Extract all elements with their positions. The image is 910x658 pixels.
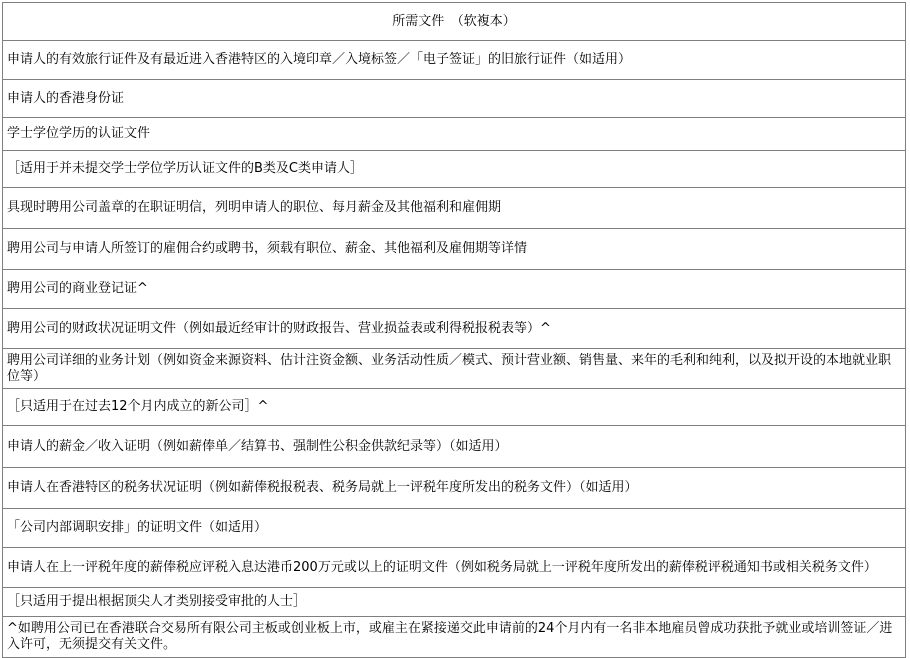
table-row xyxy=(3,270,906,309)
required-documents-table xyxy=(2,2,906,658)
table-row xyxy=(3,588,906,617)
table-row xyxy=(3,80,906,118)
doc-top-talent-income-proof: 申请人在上一评税年度的薪俸税应评税入息达港币200万元或以上的证明文件（例如税务局就上一评税年度所发出的薪俸税评税通知书或相关税务文件） xyxy=(3,548,906,588)
doc-top-talent-note: ［只适用于提出根据顶尖人才类别接受审批的人士］ xyxy=(3,588,906,617)
table-row xyxy=(3,349,906,389)
table-header-row xyxy=(3,3,906,41)
table-row xyxy=(3,617,906,658)
footnote: ^如聘用公司已在香港联合交易所有限公司主板或创业板上市，或雇主在紧接递交此申请前的24个月内有一名非本地雇员曾成功获批予就业或培训签证／进入许可，无须提交有关文件。 xyxy=(3,617,906,658)
doc-degree-verification-note: ［适用于并未提交学士学位学历认证文件的B类及C类申请人］ xyxy=(3,151,906,188)
doc-employment-contract: 聘用公司与申请人所签订的雇佣合约或聘书，须载有职位、薪金、其他福利及雇佣期等详情 xyxy=(3,229,906,270)
doc-employment-certificate: 具现时聘用公司盖章的在职证明信，列明申请人的职位、每月薪金及其他福利和雇佣期 xyxy=(3,188,906,229)
doc-business-plan: 聘用公司详细的业务计划（例如资金来源资料、估计注资金额、业务活动性质／模式、预计营业额、销售量、来年的毛利和纯利，以及拟开设的本地就业职位等） xyxy=(3,349,906,389)
table-row xyxy=(3,229,906,270)
doc-tax-status: 申请人在香港特区的税务状况证明（例如薪俸税报税表、税务局就上一评税年度所发出的税务文件）（如适用） xyxy=(3,468,906,509)
table-row xyxy=(3,188,906,229)
table-row xyxy=(3,389,906,426)
doc-business-registration: 聘用公司的商业登记证^ xyxy=(3,270,906,309)
doc-financial-status: 聘用公司的财政状况证明文件（例如最近经审计的财政报告、营业损益表或利得税报税表等）^ xyxy=(3,309,906,349)
doc-business-plan-note: ［只适用于在过去12个月内成立的新公司］^ xyxy=(3,389,906,426)
table-row xyxy=(3,426,906,468)
table-header: 所需文件 （软複本） xyxy=(3,3,906,41)
table-row xyxy=(3,309,906,349)
doc-salary-proof: 申请人的薪金／收入证明（例如薪俸单／结算书、强制性公积金供款纪录等）（如适用） xyxy=(3,426,906,468)
doc-internal-transfer: 「公司内部调职安排」的证明文件（如适用） xyxy=(3,509,906,548)
table-row xyxy=(3,468,906,509)
table-row xyxy=(3,151,906,188)
doc-degree-verification: 学士学位学历的认证文件 xyxy=(3,118,906,151)
doc-hk-identity-card: 申请人的香港身份证 xyxy=(3,80,906,118)
table-row xyxy=(3,548,906,588)
table-row xyxy=(3,41,906,80)
doc-travel-document: 申请人的有效旅行证件及有最近进入香港特区的入境印章／入境标签／「电子签证」的旧旅行证件（如适用） xyxy=(3,41,906,80)
table-row xyxy=(3,509,906,548)
table-row xyxy=(3,118,906,151)
